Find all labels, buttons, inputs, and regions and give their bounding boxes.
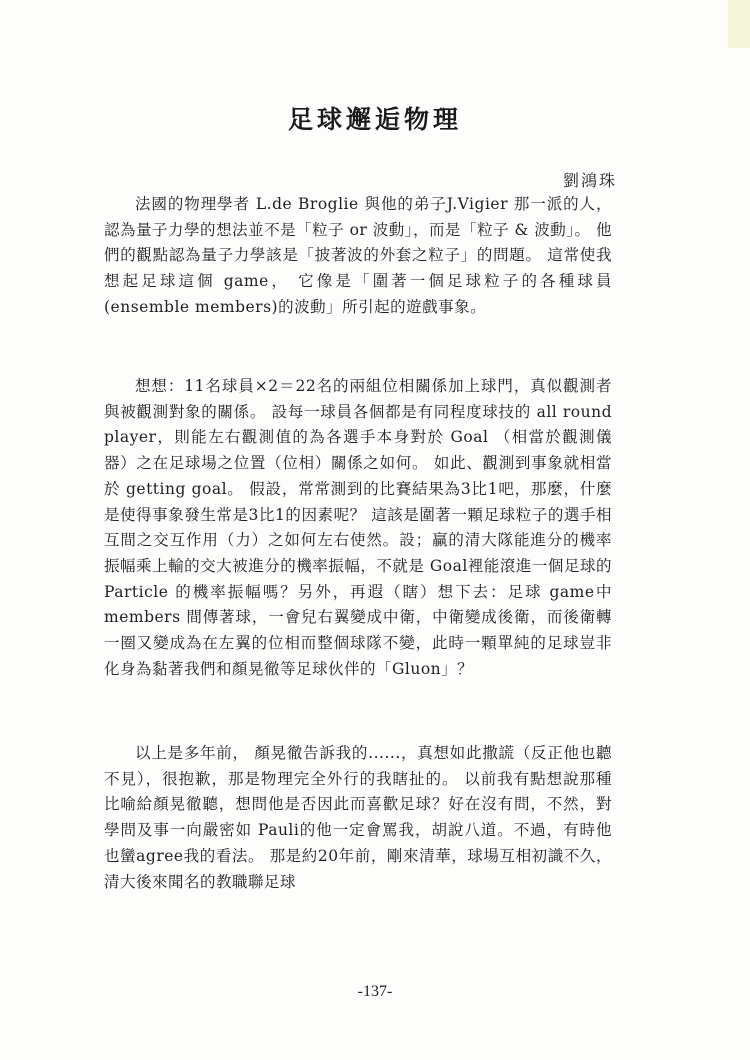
article-title: 足球邂逅物理 [287, 105, 462, 134]
paragraph-text: 想想：11名球員×2＝22名的兩組位相關係加上球門，真似觀測者與被觀測對象的關係。 設每一球員各個都是有同程度球技的 all round player，則能左右觀測值的為各選手本身對於 Goal （相當於觀測儀器）之在足球場之位置（位相）關係之如何。 如此、觀測到事象就相當於 getting goal。 假設，常常測到的比賽結果為3比1吧，那麼，什麼是使得事象發生常是3比1的因素呢？ 這該是圍著一顆足球粒子的選手相互間之交互作用（力）之如何左右使然。設；贏的清大隊能進分的機率振幅乘上輸的交大被進分的機率振幅，不就是 Goal裡能滾進一個足球的Particle 的機率振幅嗎？另外，再遐（瞎）想下去：足球 game中 members 間傳著球，一會兒右翼變成中衛，中衛變成後衛，而後衛轉一圈又變成為在左翼的位相而整個球隊不變，此時一顆單純的足球豈非化身為黏著我們和顏晃徹等足球伙伴的「Gluon」？ [104, 377, 612, 678]
page-edge-tab [728, 0, 750, 48]
paragraph-1 [104, 192, 612, 321]
paragraph-text: 法國的物理學者 L.de Broglie 與他的弟子J.Vigier 那一派的人，認為量子力學的想法並不是「粒子 or 波動」，而是「粒子 & 波動」。 他們的觀點認為量子力學該是「披著波的外套之粒子」的問題。 這常使我想起足球這個 game， 它像是「圍著一個足球粒子的各種球員(ensemble members)的波動」所引起的遊戲事象。 [104, 195, 612, 316]
page-number: -137- [357, 983, 393, 1000]
paragraph-3 [104, 741, 612, 895]
author-name: 劉鴻珠 [562, 171, 617, 190]
paragraph-2 [104, 374, 612, 682]
paragraph-text: 以上是多年前， 顏晃徹告訴我的......，真想如此撒謊（反正他也聽不見），很抱歉，那是物理完全外行的我瞎扯的。 以前我有點想說那種比喻給顏晃徹聽，想問他是否因此而喜歡足球？好在沒有問，不然，對學問及事一向嚴密如 Pauli的他一定會罵我，胡說八道。不過，有時他也蠻agree我的看法。 那是約20年前，剛來清華，球場互相初識不久，清大後來聞名的教職聯足球 [104, 744, 612, 891]
